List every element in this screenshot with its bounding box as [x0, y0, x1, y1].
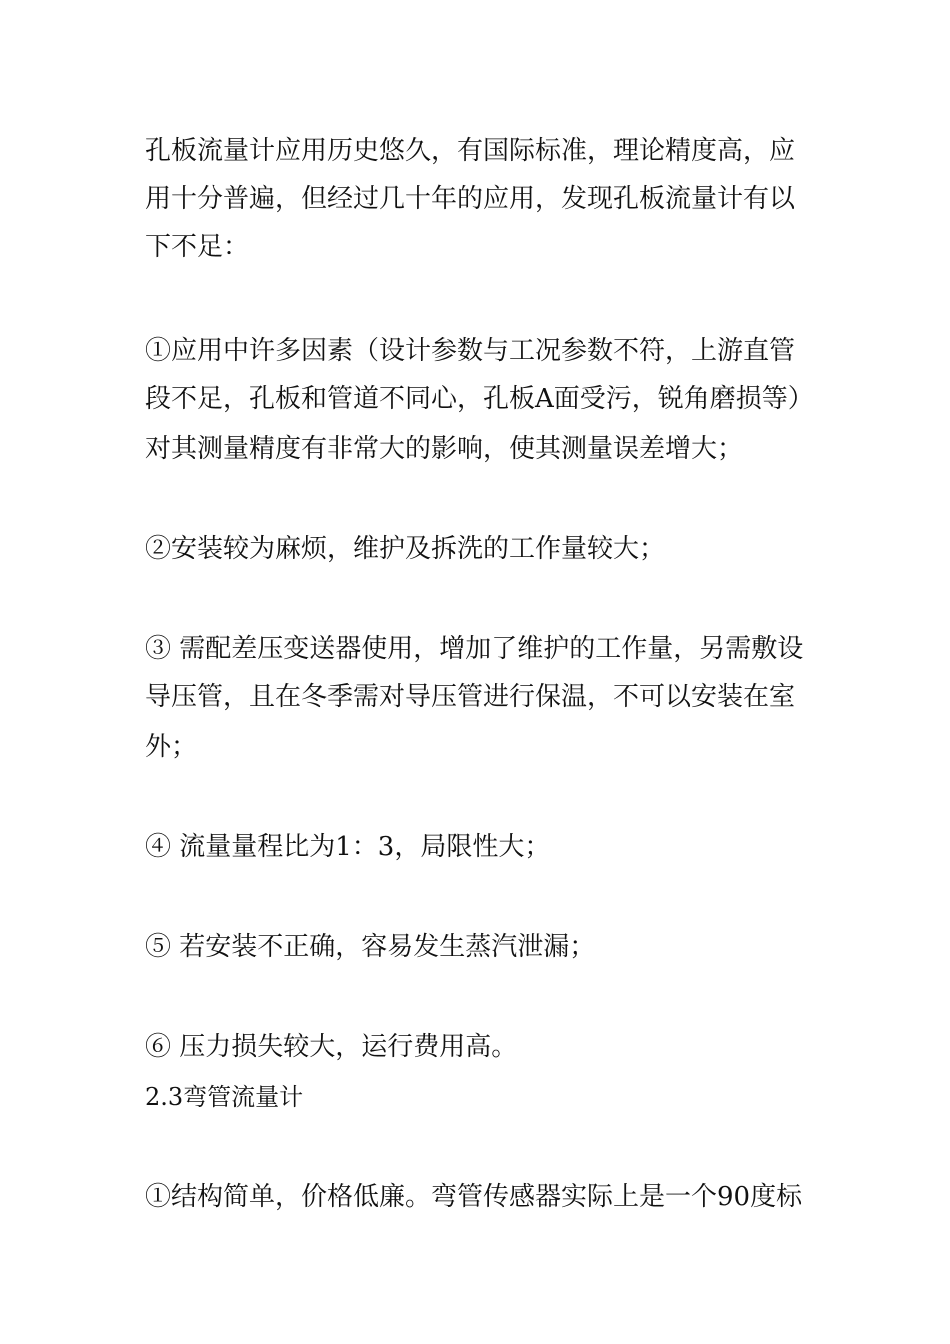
intro-line-1: 孔板流量计应用历史悠久，有国际标准，理论精度高，应 [145, 136, 796, 166]
item-1-line-2: 段不足，孔板和管道不同心，孔板A面受污，锐角磨损等） [145, 384, 814, 414]
intro-line-3: 下不足： [145, 232, 250, 262]
item-3-line-3: 外； [145, 732, 198, 762]
item-3-line-1: ③ 需配差压变送器使用，增加了维护的工作量，另需敷设 [145, 634, 804, 664]
item-1-line-3: 对其测量精度有非常大的影响，使其测量误差增大； [145, 434, 744, 464]
intro-line-2: 用十分普遍，但经过几十年的应用，发现孔板流量计有以 [145, 184, 796, 214]
item-5-line-1: ⑤ 若安装不正确，容易发生蒸汽泄漏； [145, 932, 596, 962]
section-item-1-line-1: ①结构简单，价格低廉。弯管传感器实际上是一个90度标 [145, 1182, 803, 1212]
item-4-line-1: ④ 流量量程比为1：3，局限性大； [145, 832, 551, 862]
item-2-line-1: ②安装较为麻烦，维护及拆洗的工作量较大； [145, 534, 666, 564]
section-heading: 2.3弯管流量计 [145, 1083, 304, 1111]
item-6-line-1: ⑥ 压力损失较大，运行费用高。 [145, 1032, 518, 1062]
item-1-line-1: ①应用中许多因素（设计参数与工况参数不符，上游直管 [145, 336, 796, 366]
item-3-line-2: 导压管，且在冬季需对导压管进行保温，不可以安装在室 [145, 682, 796, 712]
